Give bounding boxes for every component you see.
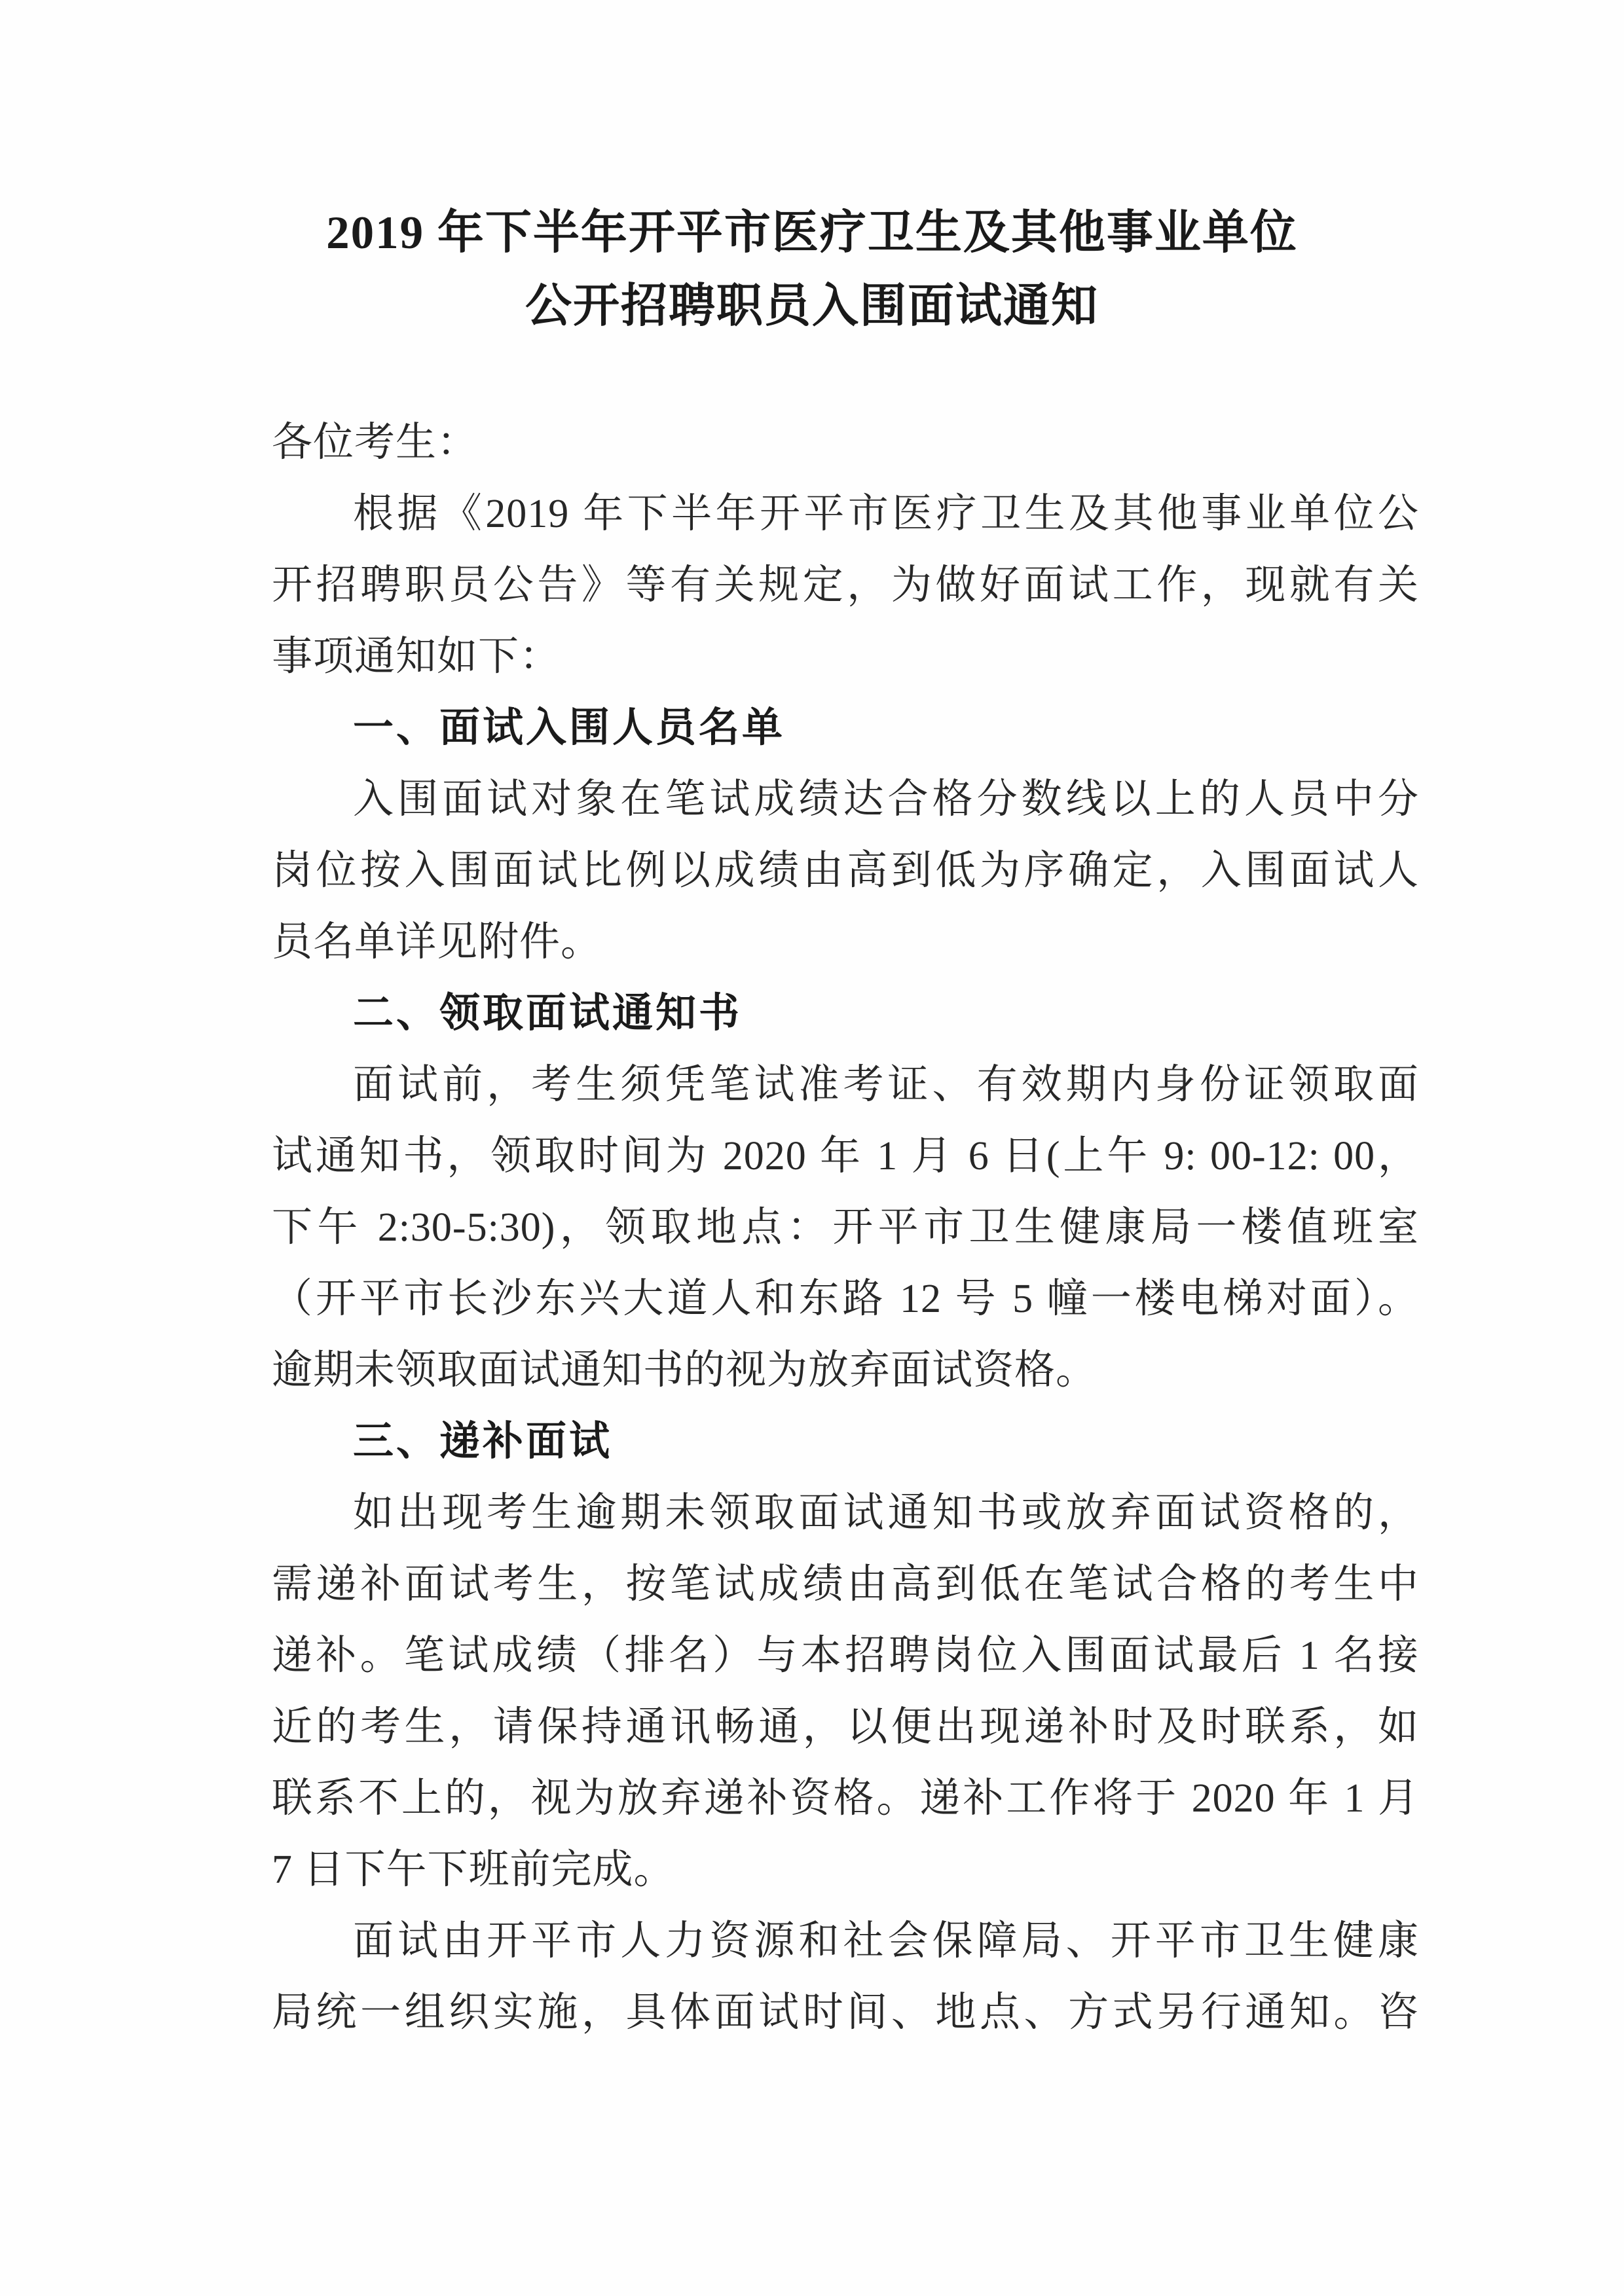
intro-line: 开招聘职员公告》等有关规定，为做好面试工作，现就有关 — [272, 563, 1419, 608]
section-2-line: 面试前，考生须凭笔试准考证、有效期内身份证领取面 — [353, 1063, 1419, 1107]
section-2-heading: 二、领取面试通知书 — [353, 991, 743, 1036]
salutation: 各位考生： — [272, 420, 479, 465]
section-2-line: 逾期未领取面试通知书的视为放弃面试资格。 — [272, 1348, 1098, 1393]
section-1-heading: 一、面试入围人员名单 — [353, 706, 786, 750]
intro-line: 事项通知如下： — [272, 634, 561, 679]
title-line-2: 公开招聘职员入围面试通知 — [525, 281, 1099, 332]
closing-line: 局统一组织实施，具体面试时间、地点、方式另行通知。咨 — [272, 1990, 1419, 2035]
section-3-line: 递补。笔试成绩（排名）与本招聘岗位入围面试最后 1 名接 — [272, 1633, 1419, 1678]
section-1-line: 入围面试对象在笔试成绩达合格分数线以上的人员中分 — [353, 777, 1419, 822]
document-title — [0, 196, 1624, 343]
section-2-line: （开平市长沙东兴大道人和东路 12 号 5 幢一楼电梯对面）。 — [272, 1277, 1419, 1321]
section-3-line: 7 日下午下班前完成。 — [272, 1848, 675, 1892]
section-2-line: 下午 2:30-5:30)，领取地点：开平市卫生健康局一楼值班室 — [272, 1205, 1419, 1250]
title-line-1: 2019 年下半年开平市医疗卫生及其他事业单位 — [326, 208, 1298, 259]
closing-line: 面试由开平市人力资源和社会保障局、开平市卫生健康 — [353, 1919, 1419, 1963]
section-2-line: 试通知书，领取时间为 2020 年 1 月 6 日(上午 9: 00-12: 00， — [272, 1134, 1419, 1178]
section-3-line: 如出现考生逾期未领取面试通知书或放弃面试资格的， — [353, 1491, 1419, 1535]
section-1-line: 岗位按入围面试比例以成绩由高到低为序确定，入围面试人 — [272, 848, 1419, 893]
section-1-line: 员名单详见附件。 — [272, 920, 602, 964]
section-3-line: 近的考生，请保持通讯畅通，以便出现递补时及时联系，如 — [272, 1705, 1419, 1749]
document-body — [272, 407, 1419, 2049]
intro-line: 根据《2019 年下半年开平市医疗卫生及其他事业单位公 — [353, 492, 1419, 536]
section-3-line: 联系不上的，视为放弃递补资格。递补工作将于 2020 年 1 月 — [272, 1776, 1419, 1821]
section-3-line: 需递补面试考生，按笔试成绩由高到低在笔试合格的考生中 — [272, 1562, 1419, 1607]
section-3-heading: 三、递补面试 — [353, 1419, 613, 1464]
